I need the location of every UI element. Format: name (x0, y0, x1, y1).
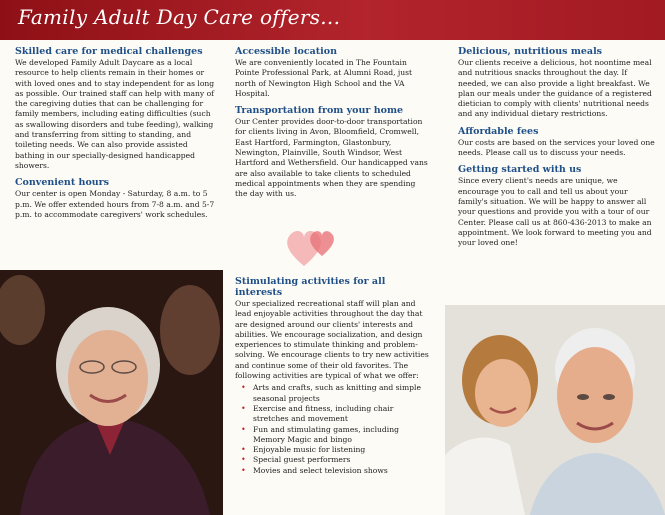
bullet-icon: • (241, 383, 246, 393)
text-transportation: Our Center provides door-to-door transportation for clients living in Avon, Bloomfield, Cromwell, East Hartford, Farmington, Glastonbury, Newington, Plainville, South Windsor, West Hartford and Wethersfield. Our handicapped vans are also available to take clients to scheduled medical appointments when they are spending the day with us. (235, 117, 428, 199)
text-getting-started: Since every client's needs are unique, we encourage you to call and tell us about your family's situation. We will be happy to answer all your questions and provide you with a tour of our Center. Please call us at 860-436-2013 to make an appointment. We look forward to meeting you and your loved one! (458, 176, 652, 248)
photo-caregiver-illustration (445, 305, 665, 515)
column-middle (235, 46, 430, 206)
list-item: • Enjoyable music for listening (241, 445, 366, 455)
bullet-icon: • (241, 424, 246, 434)
heading-fees: Affordable fees (458, 125, 539, 137)
list-item: • Movies and select television shows (241, 465, 388, 475)
list-item: • Arts and crafts, such as knitting and simple seasonal projects (241, 383, 421, 403)
text-skilled-care: We developed Family Adult Daycare as a local resource to help clients remain in their homes or with loved ones and to stay independent for as long as possible. Our trained staff can help with many of the caregiving duties that can be challenging for family members, including eating difficulties (such as swallowing disorders and tube feeding), walking and transferring from sitting to standing, and toileting needs. We can also provide assisted bathing in our specially-designed handicapped showers. (15, 58, 215, 170)
column-right (458, 46, 658, 254)
list-item: • Exercise and fitness, including chair stretches and movement (241, 403, 394, 424)
bullet-icon: • (241, 455, 246, 465)
text-meals: Our clients receive a delicious, hot noontime meal and nutritious snacks throughout the day. If needed, we can also provide a light breakfast. We plan our meals under the guidance of a registered dietician to comply with clients' nutritional needs and any individual dietary restrictions. (458, 58, 652, 119)
bullet-icon: • (241, 403, 246, 413)
column-middle-activities (235, 276, 430, 476)
photo-elderly-woman-illustration (0, 270, 223, 515)
text-hours: Our center is open Monday - Saturday, 8 a.m. to 5 p.m. We offer extended hours from 7-8 a.m. and 5-7 p.m. to accommodate caregivers' work schedules. (15, 189, 215, 219)
heading-getting-started: Getting started with us (458, 164, 582, 176)
hearts-decoration (282, 222, 342, 270)
heading-hours: Convenient hours (15, 177, 110, 189)
heading-meals: Delicious, nutritious meals (458, 46, 603, 57)
bullet-icon: • (241, 445, 246, 455)
header-banner (0, 0, 665, 40)
page-title: Family Adult Day Care offers... (18, 5, 341, 29)
heading-activities: Stimulating activities for all interests (235, 276, 386, 298)
text-location: We are conveniently located in The Fountain Pointe Professional Park, at Alumni Road, just north of Newington High School and the VA Hospital. (235, 58, 413, 98)
bullet-icon: • (241, 465, 246, 475)
heading-skilled-care: Skilled care for medical challenges (15, 46, 203, 57)
list-item: • Special guest performers (241, 455, 351, 465)
photo-elderly-woman (0, 270, 223, 515)
column-left (15, 46, 215, 226)
heading-transportation: Transportation from your home (235, 105, 404, 117)
photo-caregiver-and-man (445, 305, 665, 515)
list-item: • Fun and stimulating games, including Memory Magic and bingo (241, 424, 399, 444)
activities-list (235, 383, 430, 476)
text-activities: Our specialized recreational staff will plan and lead enjoyable activities throughout the day that are designed around our clients' interests and abilities. We encourage socialization, and design experiences to stimulate thinking and problem-solving. We encourage clients to try new activities and continue some of their old favorites. The following activities are typical of what we offer: (235, 299, 429, 381)
heading-location: Accessible location (235, 46, 338, 57)
text-fees: Our costs are based on the services your loved one needs. Please call us to discuss your needs. (458, 137, 655, 158)
